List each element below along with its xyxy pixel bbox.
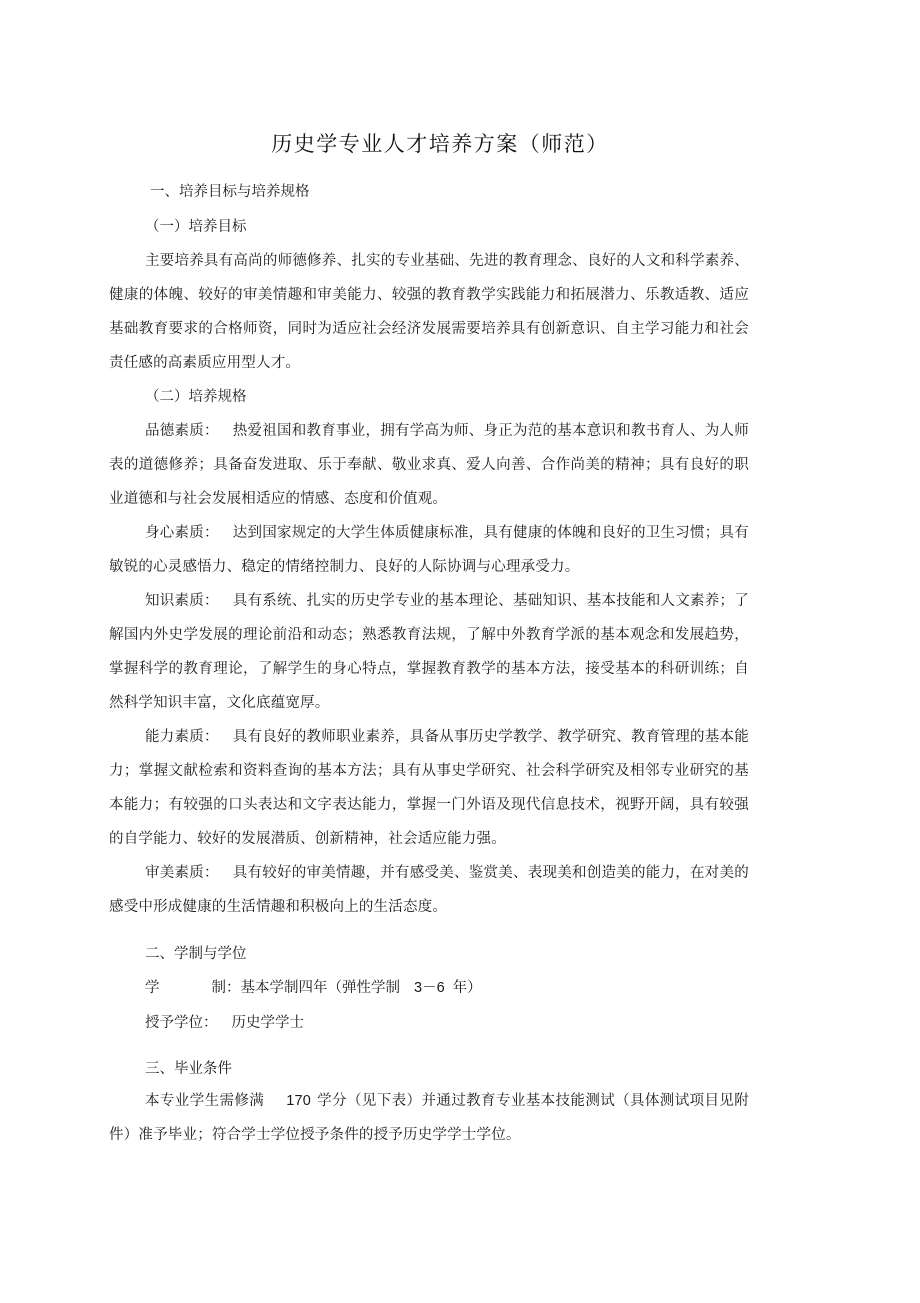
duration-row (145, 978, 482, 998)
goals-paragraph: 主要培养具有高尚的师德修养、扎实的专业基础、先进的教育理念、良好的人文和科学素养、健康的体魄、较好的审美情趣和审美能力、较强的教育教学实践能力和拓展潜力、乐教适教、适应基础教育要求的合格师资，同时为适应社会经济发展需要培养具有创新意识、自主学习能力和社会责任感的高素质应用型人才。 (109, 253, 749, 371)
spec-text: 热爱祖国和教育事业，拥有学高为师、身正为范的基本意识和教书育人、为人师表的道德修养；具备奋发进取、乐于奉献、敬业求真、爱人向善、合作尚美的精神；具有良好的职业道德和与社会发展相适应的情感、态度和价值观。 (109, 423, 750, 507)
spec-label: 能力素质： (145, 729, 219, 745)
duration-value-suffix: 年） (452, 980, 482, 996)
duration-label-a: 学 (145, 980, 160, 996)
spec-label: 身心素质： (145, 525, 219, 541)
spec-label: 品德素质： (145, 423, 219, 439)
spec-item-physical (109, 516, 749, 584)
spec-item-aesthetic (109, 856, 749, 924)
graduation-paragraph (109, 1084, 749, 1152)
spec-text: 具有系统、扎实的历史学专业的基本理论、基础知识、基本技能和人文素养；了解国内外史学发展的理论前沿和动态；熟悉教育法规，了解中外教育学派的基本观念和发展趋势，掌握科学的教育理论，了解学生的身心特点，掌握教育教学的基本方法，接受基本的科研训练；自然科学知识丰富，文化底蕴宽厚。 (109, 593, 750, 711)
spec-label: 知识素质： (145, 593, 219, 609)
graduation-suffix: 学分（见下表）并通过教育专业基本技能测试（具体测试项目见附件）准予毕业；符合学士学位授予条件的授予历史学学士学位。 (109, 1093, 749, 1143)
spec-text: 具有较好的审美情趣，并有感受美、鉴赏美、表现美和创造美的能力，在对美的感受中形成健康的生活情趣和积极向上的生活态度。 (109, 865, 750, 915)
duration-value-prefix: 基本学制四年（弹性学制 (240, 980, 400, 996)
degree-label: 授予学位： (145, 1015, 218, 1031)
degree-value: 历史学学士 (231, 1015, 304, 1031)
section-heading-1: 一、培养目标与培养规格 (150, 184, 310, 200)
spec-label: 审美素质： (145, 865, 219, 881)
degree-row (145, 1013, 304, 1033)
document-title: 历史学专业人才培养方案（师范） (271, 132, 609, 156)
subsection-heading-goals: （一）培养目标 (145, 219, 247, 235)
duration-range: 3－6 (414, 980, 445, 996)
duration-label-b: 制： (211, 980, 241, 996)
spec-text: 具有良好的教师职业素养，具备从事历史学教学、教学研究、教育管理的基本能力；掌握文献检索和资料查询的基本方法；具有从事史学研究、社会科学研究及相邻专业研究的基本能力；有较强的口头表达和文字表达能力，掌握一门外语及现代信息技术，视野开阔，具有较强的自学能力、较好的发展潜质、创新精神，社会适应能力强。 (109, 729, 750, 847)
spec-text: 达到国家规定的大学生体质健康标准，具有健康的体魄和良好的卫生习惯；具有敏锐的心灵感悟力、稳定的情绪控制力、良好的人际协调与心理承受力。 (109, 525, 750, 575)
section-heading-2: 二、学制与学位 (145, 946, 247, 962)
subsection-heading-specs: （二）培养规格 (145, 389, 247, 405)
section-heading-3: 三、毕业条件 (145, 1061, 232, 1077)
spec-item-ability (109, 720, 749, 856)
graduation-prefix: 本专业学生需修满 (145, 1093, 265, 1109)
spec-item-knowledge (109, 584, 749, 720)
graduation-credits: 170 (286, 1093, 311, 1109)
spec-item-moral (109, 414, 749, 516)
